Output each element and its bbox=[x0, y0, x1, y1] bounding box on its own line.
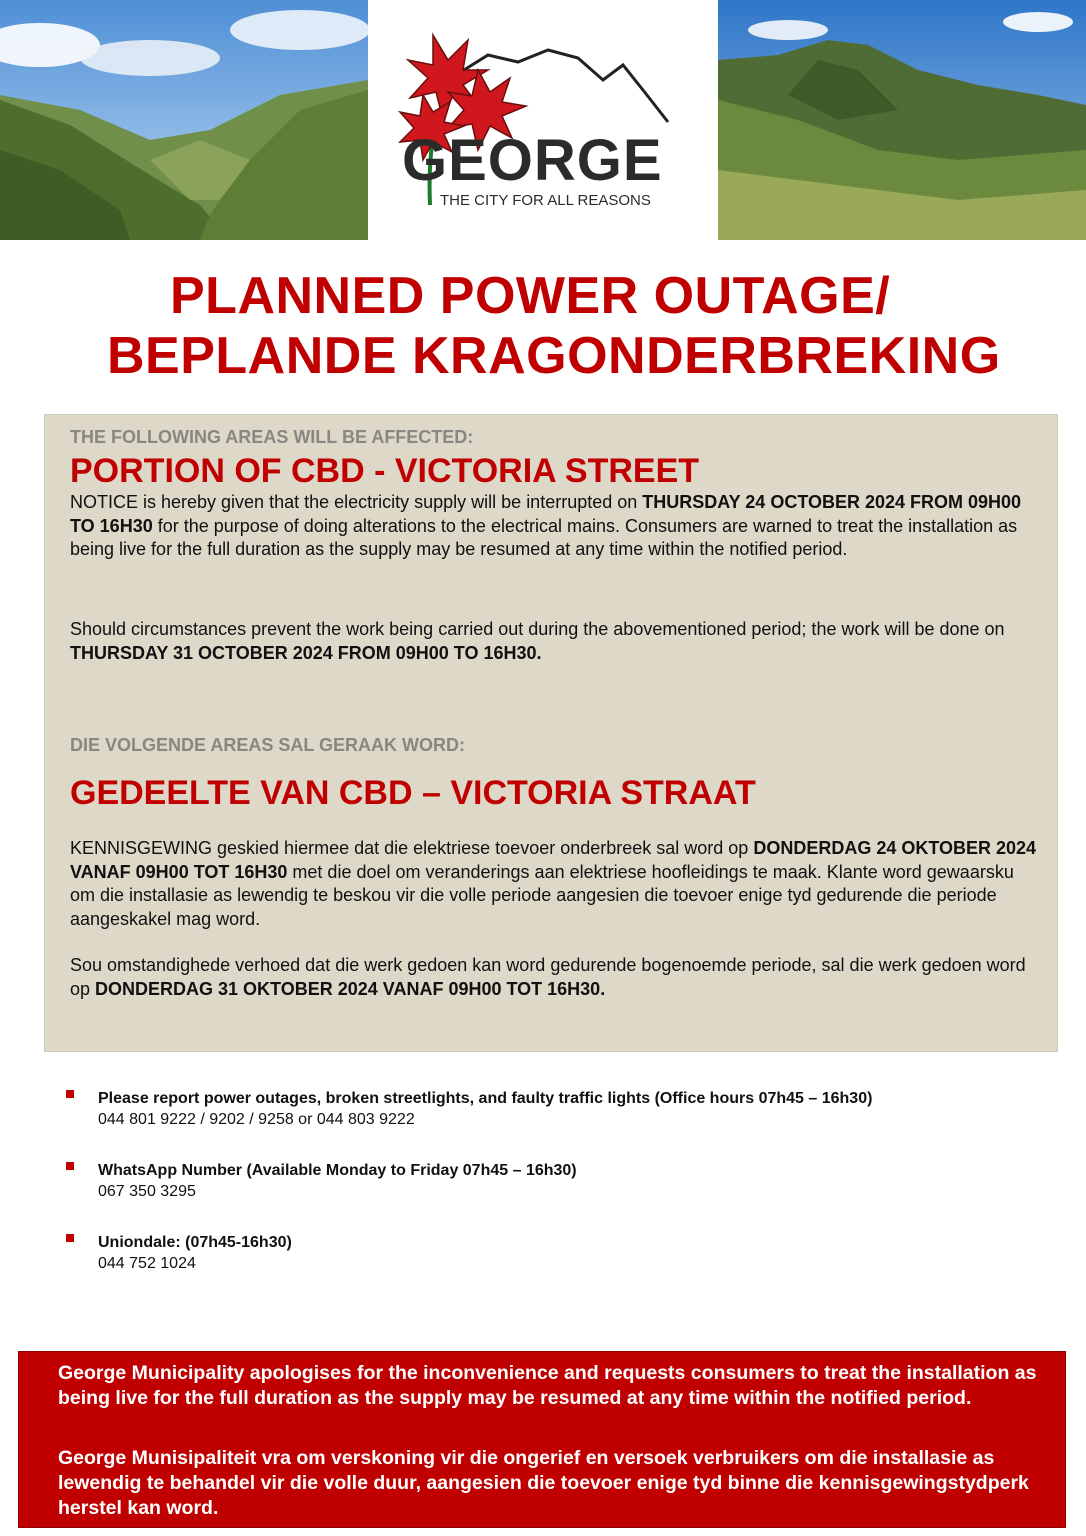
contact-title: Uniondale: (07h45-16h30) bbox=[98, 1234, 292, 1251]
mountain-photo-right bbox=[718, 0, 1086, 240]
apology-footer bbox=[18, 1351, 1066, 1528]
page-title-afrikaans: BEPLANDE KRAGONDERBREKING bbox=[107, 327, 1001, 385]
contact-numbers: 044 752 1024 bbox=[98, 1255, 196, 1272]
alternate-text: Sou omstandighede verhoed dat die werk gedoen kan word gedurende bogenoemde periode, sal die werk gedoen word op bbox=[70, 955, 1026, 999]
mountain-photo-left bbox=[0, 0, 368, 240]
notice-text: met die doel om veranderings aan elektriese hoofleidings te maak. Klante word gewaarsku om die installasie as lewendig te beskou vir die volle periode aangesien die toevoer enige tyd gedurende die periode aangeskakel mag word. bbox=[70, 861, 1014, 929]
header-banner bbox=[0, 0, 1086, 240]
outage-datetime: THURSDAY 24 OCTOBER 2024 FROM 09H00 TO 16H30 bbox=[70, 492, 1022, 536]
alternate-datetime: DONDERDAG 31 OKTOBER 2024 VANAF 09H00 TOT 16H30. bbox=[95, 978, 606, 999]
alternate-date-paragraph-afrikaans bbox=[70, 954, 1040, 1001]
contact-numbers: 044 801 9222 / 9202 / 9258 or 044 803 9222 bbox=[98, 1111, 415, 1128]
affected-areas-label: THE FOLLOWING AREAS WILL BE AFFECTED: bbox=[70, 427, 474, 447]
notice-text: KENNISGEWING geskied hiermee dat die elektriese toevoer onderbreek sal word op bbox=[70, 838, 754, 858]
logo-tagline: THE CITY FOR ALL REASONS bbox=[440, 192, 651, 209]
notice-text: for the purpose of doing alterations to the electrical mains. Consumers are warned to treat the installation as being live for the full duration as the supply may be resumed at any time within the notified period. bbox=[70, 515, 1018, 559]
affected-area-heading: PORTION OF CBD - VICTORIA STREET bbox=[70, 452, 700, 490]
george-logo bbox=[378, 0, 708, 240]
notice-paragraph-english bbox=[70, 491, 1040, 562]
affected-areas-label-afrikaans: DIE VOLGENDE AREAS SAL GERAAK WORD: bbox=[70, 735, 466, 755]
logo-wordmark: GEORGE bbox=[402, 128, 663, 193]
alternate-text: Should circumstances prevent the work being carried out during the abovementioned period; the work will be done on bbox=[70, 619, 1005, 639]
bullet-square-icon bbox=[66, 1090, 74, 1098]
apology-english: George Municipality apologises for the inconvenience and requests consumers to treat the installation as being live for the full duration as the supply may be resumed at any time within the notified period. bbox=[58, 1362, 1037, 1409]
bullet-square-icon bbox=[66, 1234, 74, 1242]
notice-paragraph-afrikaans bbox=[70, 837, 1040, 931]
bullet-square-icon bbox=[66, 1162, 74, 1170]
contact-numbers: 067 350 3295 bbox=[98, 1183, 196, 1200]
contact-title: Please report power outages, broken streetlights, and faulty traffic lights (Office hours 07h45 – 16h30) bbox=[98, 1090, 873, 1107]
notice-text: NOTICE is hereby given that the electricity supply will be interrupted on bbox=[70, 492, 643, 512]
alternate-date-paragraph-english bbox=[70, 618, 1040, 665]
outage-datetime: DONDERDAG 24 OKTOBER 2024 VANAF 09H00 TOT 16H30 bbox=[70, 838, 1037, 882]
alternate-datetime: THURSDAY 31 OCTOBER 2024 FROM 09H00 TO 16H30. bbox=[70, 642, 542, 663]
notice-panel bbox=[44, 414, 1058, 1052]
affected-area-heading-afrikaans: GEDEELTE VAN CBD – VICTORIA STRAAT bbox=[70, 774, 756, 812]
contact-title: WhatsApp Number (Available Monday to Friday 07h45 – 16h30) bbox=[98, 1162, 577, 1179]
apology-afrikaans: George Munisipaliteit vra om verskoning vir die ongerief en versoek verbruikers om die installasie as lewendig te behandel vir die volle duur, aangesien die toevoer enige tyd binne die kennisgewingstydperk herstel kan word. bbox=[58, 1447, 1029, 1519]
page-title-english: PLANNED POWER OUTAGE/ bbox=[170, 267, 891, 325]
